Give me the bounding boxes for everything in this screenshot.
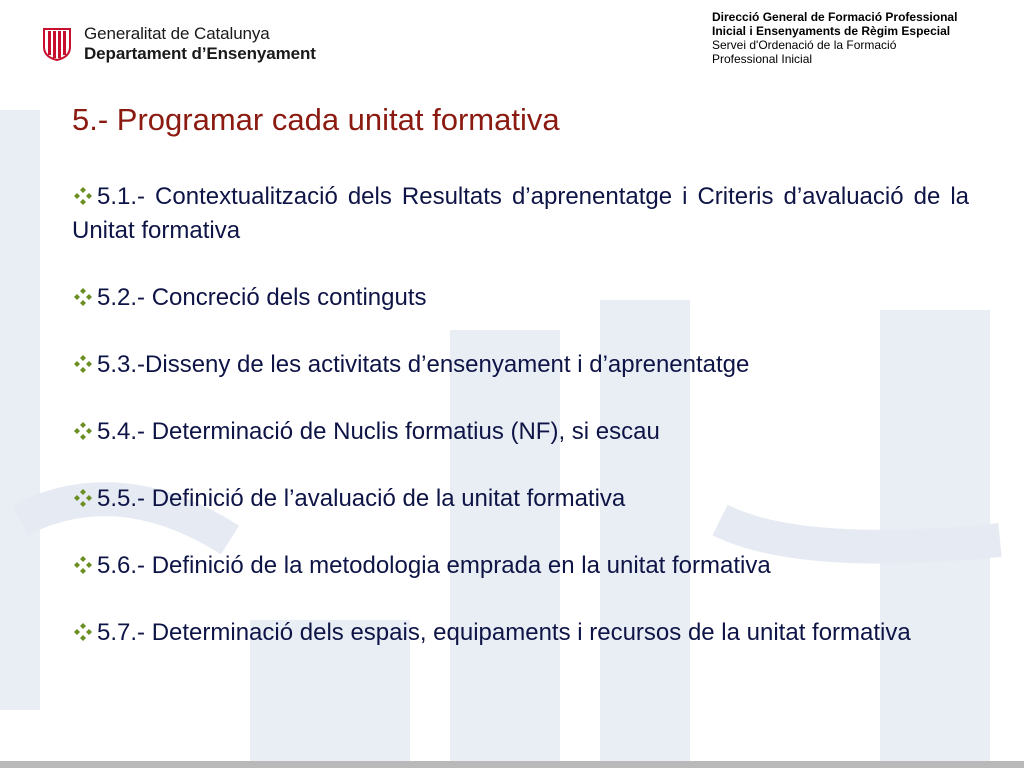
bullet-text: 5.4.- Determinació de Nuclis formatius (NF), si escau (97, 418, 660, 445)
diamond-bullet-icon (72, 187, 94, 205)
logo-line-2: Departament d’Ensenyament (84, 44, 316, 63)
bullet-item-5-3 (72, 348, 969, 382)
bullet-item-5-4 (72, 415, 969, 449)
bullet-item-5-6 (72, 549, 969, 583)
department-line-1: Direcció General de Formació Professional (712, 10, 958, 24)
department-line-4: Professional Inicial (712, 52, 813, 66)
catalan-flag-icon (42, 27, 72, 61)
bullet-list (72, 180, 969, 683)
logo-text (84, 24, 316, 64)
bullet-text: 5.7.- Determinació dels espais, equipaments i recursos de la unitat formativa (97, 619, 911, 646)
department-line-3: Servei d'Ordenació de la Formació (712, 38, 897, 52)
diamond-bullet-icon (72, 623, 94, 641)
logo-line-1: Generalitat de Catalunya (84, 24, 270, 43)
diamond-bullet-icon (72, 355, 94, 373)
diamond-bullet-icon (72, 556, 94, 574)
bullet-item-5-5 (72, 482, 969, 516)
diamond-bullet-icon (72, 422, 94, 440)
diamond-bullet-icon (72, 489, 94, 507)
bullet-text: 5.1.- Contextualització dels Resultats d’aprenentatge i Criteris d’avaluació de la Unitat formativa (72, 183, 969, 244)
bullet-item-5-7 (72, 616, 969, 650)
diamond-bullet-icon (72, 288, 94, 306)
bullet-text: 5.2.- Concreció dels continguts (97, 284, 427, 311)
bullet-text: 5.5.- Definició de l’avaluació de la unitat formativa (97, 485, 626, 512)
bullet-item-5-2 (72, 281, 969, 315)
department-info (712, 10, 1022, 66)
bullet-item-5-1 (72, 180, 969, 248)
generalitat-logo (42, 24, 316, 64)
bullet-text: 5.6.- Definició de la metodologia emprada en la unitat formativa (97, 552, 771, 579)
bottom-divider (0, 761, 1024, 768)
department-line-2: Inicial i Ensenyaments de Règim Especial (712, 24, 951, 38)
slide-title: 5.- Programar cada unitat formativa (72, 102, 560, 137)
bullet-text: 5.3.-Disseny de les activitats d’ensenyament i d’aprenentatge (97, 351, 750, 378)
